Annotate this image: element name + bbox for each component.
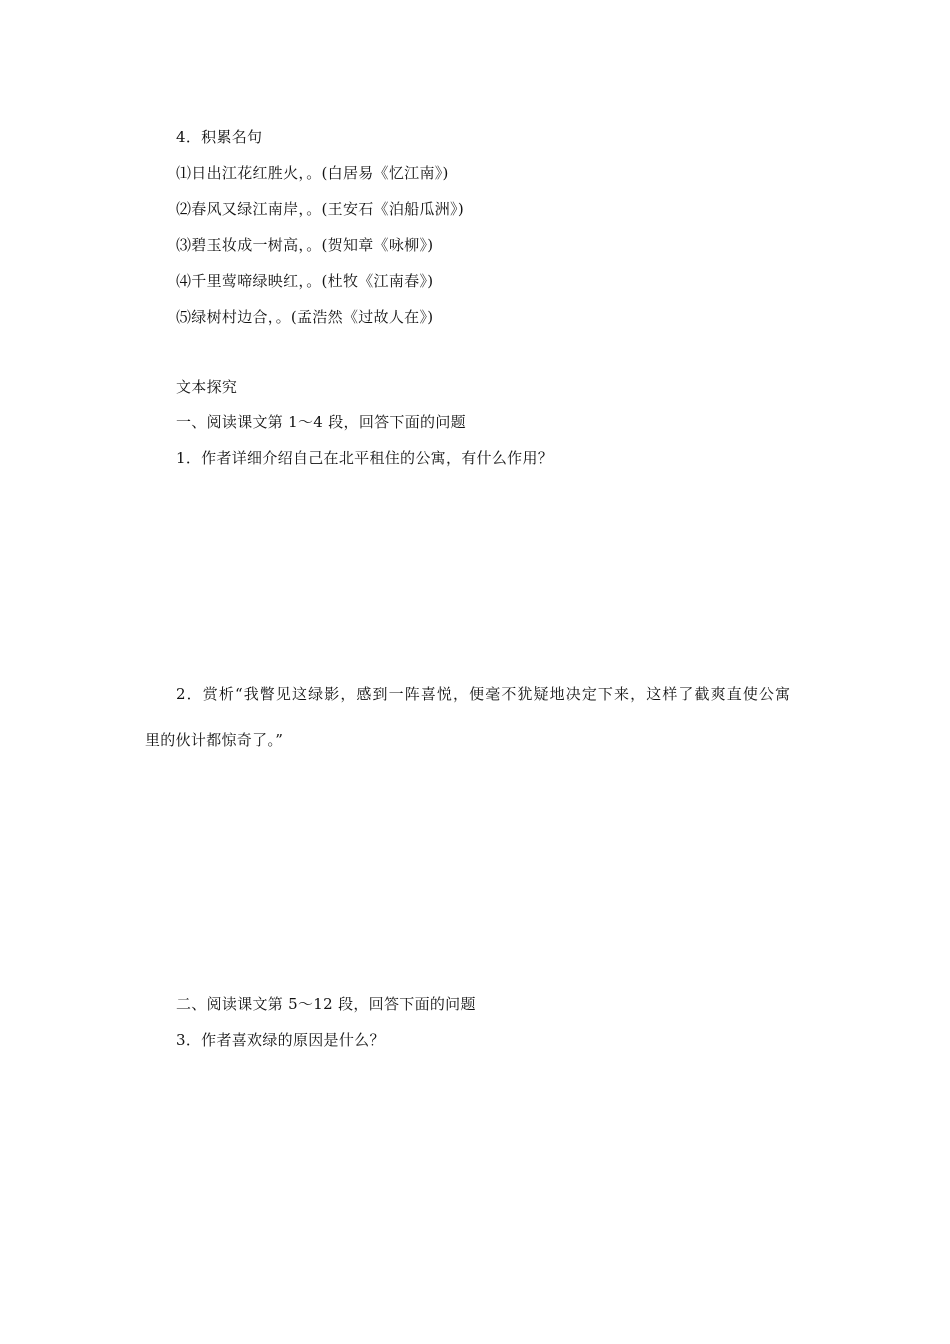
quote-item-3: ⑶碧玉妆成一树高，。(贺知章《咏柳》) [176,236,434,254]
question-2-line-2: 里的伙计都惊奇了。” [145,731,284,749]
question-2-line-1: 2．赏析“我瞥见这绿影，感到一阵喜悦，便毫不犹疑地决定下来，这样了截爽直使公寓 [176,685,792,703]
question-1: 1．作者详细介绍自己在北平租住的公寓，有什么作用？ [176,449,554,467]
part2-title: 二、阅读课文第 5～12 段，回答下面的问题 [176,995,476,1013]
quote-item-1: ⑴日出江花红胜火，。(白居易《忆江南》) [176,164,449,182]
accumulate-heading: 4．积累名句 [176,128,263,146]
quote-item-2: ⑵春风又绿江南岸，。(王安石《泊船瓜洲》) [176,200,465,218]
question-3: 3．作者喜欢绿的原因是什么？ [176,1031,385,1049]
part1-title: 一、阅读课文第 1～4 段，回答下面的问题 [176,413,466,431]
explore-heading: 文本探究 [176,378,238,396]
quote-item-4: ⑷千里莺啼绿映红，。(杜牧《江南春》) [176,272,434,290]
quote-item-5: ⑸绿树村边合，。(孟浩然《过故人在》) [176,308,434,326]
